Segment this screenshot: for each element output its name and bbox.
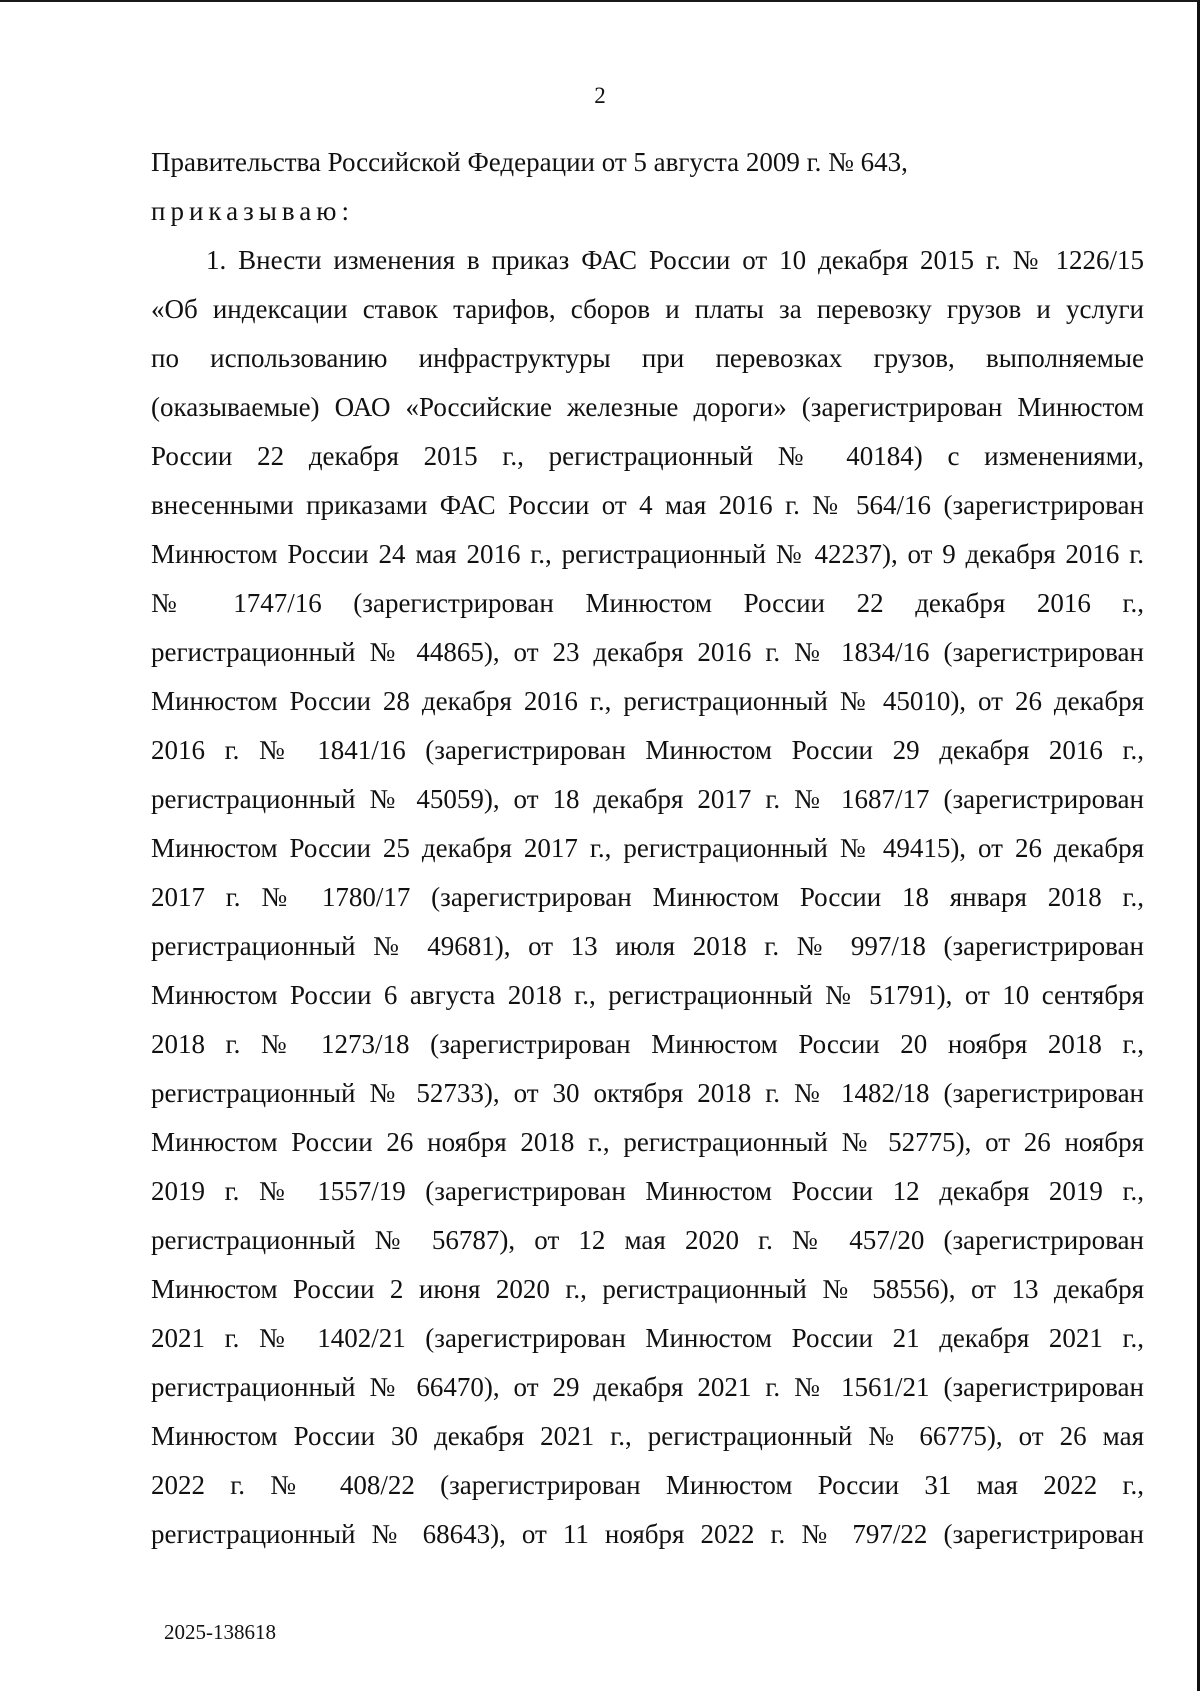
text-line: Минюстом России 30 декабря 2021 г., регистрационный № 66775), от 26 мая bbox=[151, 1421, 1144, 1451]
text-line: «Об индексации ставок тарифов, сборов и платы за перевозку грузов и услуги bbox=[151, 294, 1144, 324]
text-line: Минюстом России 2 июня 2020 г., регистрационный № 58556), от 13 декабря bbox=[151, 1274, 1144, 1304]
text-line: регистрационный № 49681), от 13 июля 2018 г. № 997/18 (зарегистрирован bbox=[151, 931, 1144, 961]
text-line: регистрационный № 52733), от 30 октября 2018 г. № 1482/18 (зарегистрирован bbox=[151, 1078, 1144, 1108]
text-line: (оказываемые) ОАО «Российские железные дороги» (зарегистрирован Минюстом bbox=[151, 392, 1144, 422]
text-line: Минюстом России 6 августа 2018 г., регистрационный № 51791), от 10 сентября bbox=[151, 980, 1144, 1010]
text-line: № 1747/16 (зарегистрирован Минюстом России 22 декабря 2016 г., bbox=[151, 588, 1144, 618]
paragraph-first-line: 1. Внести изменения в приказ ФАС России от 10 декабря 2015 г. № 1226/15 bbox=[206, 245, 1144, 275]
document-body bbox=[151, 138, 1144, 1559]
text-line: регистрационный № 45059), от 18 декабря 2017 г. № 1687/17 (зарегистрирован bbox=[151, 784, 1144, 814]
text-line: Минюстом России 24 мая 2016 г., регистрационный № 42237), от 9 декабря 2016 г. bbox=[151, 539, 1144, 569]
text-line: 2016 г. № 1841/16 (зарегистрирован Минюстом России 29 декабря 2016 г., bbox=[151, 735, 1144, 765]
text-line: 2022 г. № 408/22 (зарегистрирован Минюстом России 31 мая 2022 г., bbox=[151, 1470, 1144, 1500]
text-line: регистрационный № 68643), от 11 ноября 2022 г. № 797/22 (зарегистрирован bbox=[151, 1519, 1144, 1549]
document-id-code: 2025-138618 bbox=[164, 1620, 276, 1644]
text-line: по использованию инфраструктуры при перевозках грузов, выполняемые bbox=[151, 343, 1144, 373]
text-line: Правительства Российской Федерации от 5 августа 2009 г. № 643, bbox=[151, 147, 908, 177]
text-line: 2021 г. № 1402/21 (зарегистрирован Минюстом России 21 декабря 2021 г., bbox=[151, 1323, 1144, 1353]
text-line: регистрационный № 56787), от 12 мая 2020 г. № 457/20 (зарегистрирован bbox=[151, 1225, 1144, 1255]
text-line: внесенными приказами ФАС России от 4 мая 2016 г. № 564/16 (зарегистрирован bbox=[151, 490, 1144, 520]
text-line: регистрационный № 44865), от 23 декабря 2016 г. № 1834/16 (зарегистрирован bbox=[151, 637, 1144, 667]
page-number: 2 bbox=[594, 83, 606, 108]
text-line: Минюстом России 25 декабря 2017 г., регистрационный № 49415), от 26 декабря bbox=[151, 833, 1144, 863]
text-line: России 22 декабря 2015 г., регистрационный № 40184) с изменениями, bbox=[151, 441, 1144, 471]
text-line: 2019 г. № 1557/19 (зарегистрирован Минюстом России 12 декабря 2019 г., bbox=[151, 1176, 1144, 1206]
text-line: Минюстом России 26 ноября 2018 г., регистрационный № 52775), от 26 ноября bbox=[151, 1127, 1144, 1157]
order-verb-line: приказываю: bbox=[151, 196, 354, 226]
text-line: регистрационный № 66470), от 29 декабря 2021 г. № 1561/21 (зарегистрирован bbox=[151, 1372, 1144, 1402]
text-line: Минюстом России 28 декабря 2016 г., регистрационный № 45010), от 26 декабря bbox=[151, 686, 1144, 716]
text-line: 2017 г. № 1780/17 (зарегистрирован Минюстом России 18 января 2018 г., bbox=[151, 882, 1144, 912]
text-line: 2018 г. № 1273/18 (зарегистрирован Минюстом России 20 ноября 2018 г., bbox=[151, 1029, 1144, 1059]
